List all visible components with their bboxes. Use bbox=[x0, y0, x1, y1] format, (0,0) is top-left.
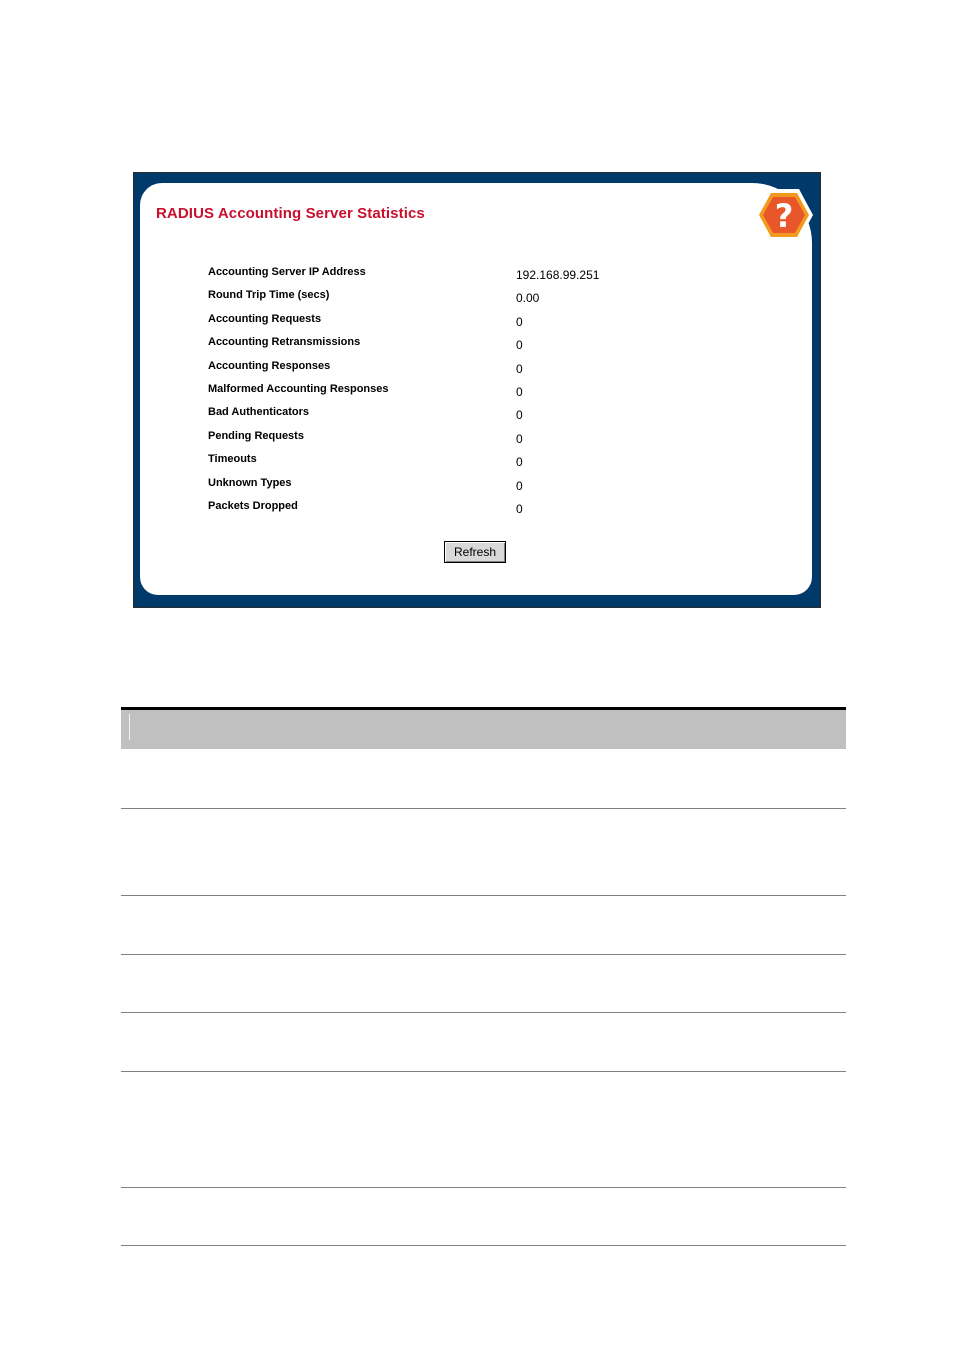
stat-label: Malformed Accounting Responses bbox=[208, 382, 389, 395]
stat-value: 0 bbox=[516, 361, 523, 376]
stat-row bbox=[208, 266, 728, 289]
stat-row bbox=[208, 383, 728, 406]
statistics-panel bbox=[140, 183, 812, 595]
stat-label: Round Trip Time (secs) bbox=[208, 289, 330, 302]
stat-value: 0 bbox=[516, 384, 523, 399]
stat-value: 0 bbox=[516, 408, 523, 423]
description-table bbox=[121, 707, 846, 1246]
stat-value: 0 bbox=[516, 338, 523, 353]
help-button[interactable] bbox=[753, 187, 815, 243]
stat-label: Accounting Responses bbox=[208, 359, 331, 372]
stat-value: 0 bbox=[516, 501, 523, 516]
refresh-button[interactable]: Refresh bbox=[444, 541, 506, 563]
table-row bbox=[121, 896, 846, 955]
table-row bbox=[121, 1013, 846, 1072]
stat-value: 0.00 bbox=[516, 291, 540, 306]
stat-label: Timeouts bbox=[208, 453, 257, 466]
table-row bbox=[121, 955, 846, 1013]
table-row bbox=[121, 1188, 846, 1246]
stat-label: Unknown Types bbox=[208, 476, 292, 489]
table-row bbox=[121, 1072, 846, 1188]
statistics-list bbox=[208, 266, 728, 523]
stat-row bbox=[208, 360, 728, 383]
page-title: RADIUS Accounting Server Statistics bbox=[156, 205, 425, 222]
stat-row bbox=[208, 500, 728, 523]
stat-value: 0 bbox=[516, 431, 523, 446]
stat-label: Accounting Requests bbox=[208, 312, 322, 325]
stat-value: 192.168.99.251 bbox=[516, 268, 600, 282]
stat-row bbox=[208, 430, 728, 453]
stat-label: Accounting Retransmissions bbox=[208, 336, 361, 349]
stat-label: Packets Dropped bbox=[208, 499, 298, 512]
stat-value: 0 bbox=[516, 455, 523, 470]
stat-row bbox=[208, 453, 728, 476]
svg-text:?: ? bbox=[774, 197, 794, 235]
table-row bbox=[121, 749, 846, 809]
stat-label: Bad Authenticators bbox=[208, 406, 310, 419]
stat-value: 0 bbox=[516, 314, 523, 329]
screenshot-frame bbox=[133, 172, 821, 608]
stat-row bbox=[208, 336, 728, 359]
stat-row bbox=[208, 477, 728, 500]
table-header bbox=[121, 707, 846, 749]
stat-row bbox=[208, 313, 728, 336]
stat-label: Pending Requests bbox=[208, 429, 304, 442]
stat-row bbox=[208, 289, 728, 312]
question-mark-hexagon-icon bbox=[753, 187, 815, 243]
stat-row bbox=[208, 406, 728, 429]
header-divider bbox=[129, 714, 130, 740]
table-row bbox=[121, 809, 846, 896]
stat-label: Accounting Server IP Address bbox=[208, 266, 366, 278]
stat-value: 0 bbox=[516, 478, 523, 493]
